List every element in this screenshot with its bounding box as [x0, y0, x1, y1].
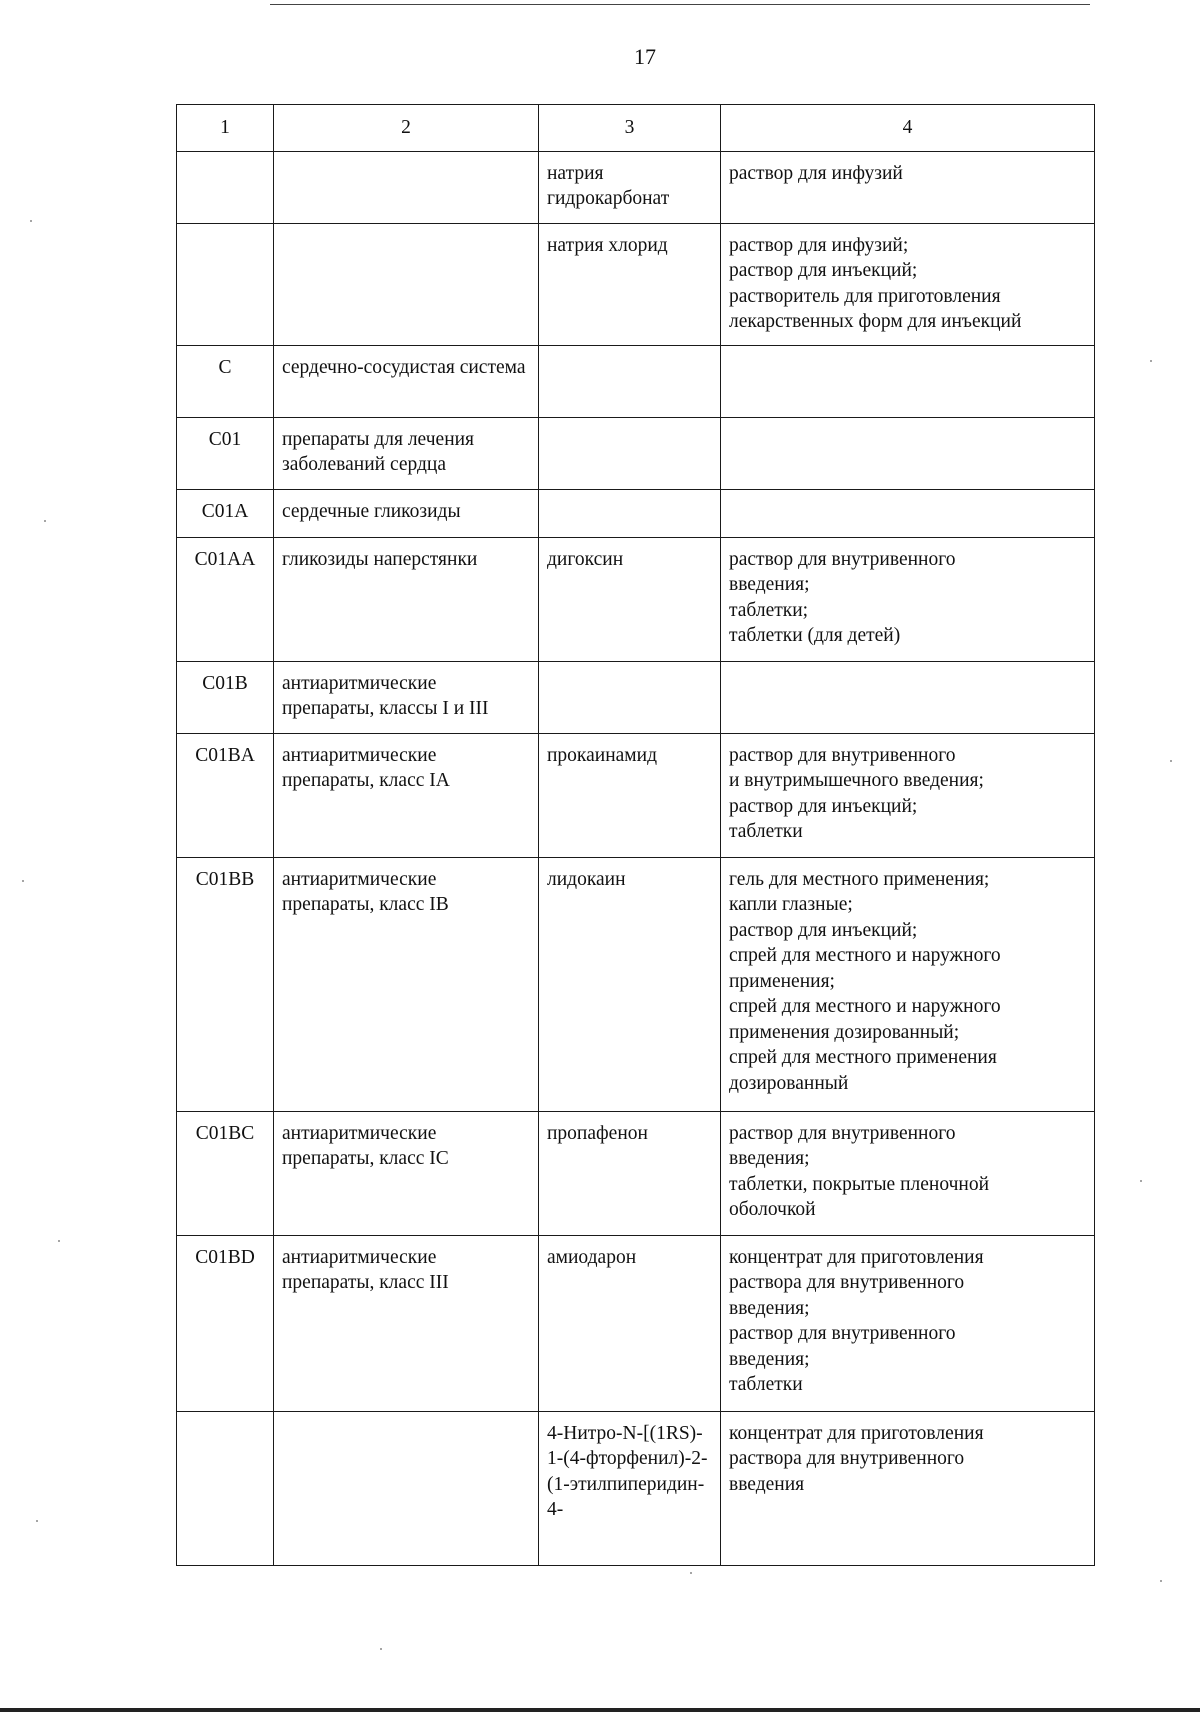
group-name: антиаритмические препараты, классы I и III: [274, 661, 539, 733]
group-name: [274, 151, 539, 223]
header-cell-2: 2: [274, 105, 539, 152]
table-row: [177, 857, 1095, 1111]
atc-code: C01BD: [177, 1235, 274, 1411]
atc-code: C01BA: [177, 733, 274, 857]
scan-speck: [22, 880, 24, 882]
page-number: 17: [634, 44, 656, 69]
header-cell-1: 1: [177, 105, 274, 152]
drug-name: пропафенон: [539, 1111, 721, 1235]
atc-code: [177, 151, 274, 223]
scan-speck: [30, 220, 32, 222]
bottom-scan-edge: [0, 1708, 1200, 1712]
drug-name: натрия гидрокарбонат: [539, 151, 721, 223]
scan-speck: [58, 1240, 60, 1242]
dosage-forms: [721, 345, 1095, 417]
atc-code: C01A: [177, 489, 274, 537]
group-name: [274, 223, 539, 345]
dosage-forms: [721, 1411, 1095, 1565]
dosage-form: дозированный: [729, 1072, 849, 1094]
dosage-form: спрей для местного и наружного: [729, 996, 1001, 1017]
dosage-form: раствор для внутривенного: [729, 1323, 956, 1344]
dosage-form: раствор для инъекций;: [729, 795, 918, 817]
dosage-form: раствор для внутривенного: [729, 744, 956, 766]
group-name: сердечные гликозиды: [274, 489, 539, 537]
dosage-form: введения;: [729, 1148, 810, 1169]
drug-name: натрия хлорид: [539, 223, 721, 345]
dosage-form: раствор для инфузий;: [729, 234, 909, 256]
drug-name: 4-Нитро-N-[(1RS)-1-(4-фторфенил)-2-(1-этилпиперидин-4-: [539, 1411, 721, 1565]
dosage-forms: [721, 733, 1095, 857]
drug-name: [539, 661, 721, 733]
drug-name: лидокаин: [539, 857, 721, 1111]
atc-code: [177, 1411, 274, 1565]
scan-speck: [36, 1520, 38, 1522]
table-row: [177, 1411, 1095, 1565]
atc-code: C01: [177, 417, 274, 489]
dosage-form: гель для местного применения;: [729, 868, 990, 890]
dosage-form: растворитель для приготовления: [729, 285, 1001, 307]
drug-name: амиодарон: [539, 1235, 721, 1411]
table-row: [177, 417, 1095, 489]
dosage-form: раствора для внутривенного: [729, 1448, 965, 1469]
dosage-form: раствор для внутривенного: [729, 1122, 956, 1144]
scan-speck: [1150, 360, 1152, 362]
group-name: [274, 1411, 539, 1565]
dosage-forms: [721, 151, 1095, 223]
scan-speck: [44, 520, 46, 522]
dosage-form: раствор для инфузий: [729, 162, 903, 184]
group-name: антиаритмические препараты, класс IC: [274, 1111, 539, 1235]
dosage-forms: [721, 1111, 1095, 1235]
scan-speck: [1140, 1180, 1142, 1182]
atc-code: C: [177, 345, 274, 417]
dosage-form: спрей для местного применения: [729, 1047, 997, 1068]
atc-code: C01BC: [177, 1111, 274, 1235]
medication-table: [176, 104, 1095, 1566]
group-name: антиаритмические препараты, класс IB: [274, 857, 539, 1111]
dosage-form: таблетки;: [729, 599, 809, 621]
scan-speck: [690, 1572, 692, 1574]
dosage-form: введения;: [729, 574, 810, 595]
table-row: [177, 733, 1095, 857]
dosage-form: лекарственных форм для инъекций: [729, 311, 1022, 332]
header-cell-4: 4: [721, 105, 1095, 152]
table-row: [177, 489, 1095, 537]
dosage-form: применения дозированный;: [729, 1021, 960, 1043]
group-name: гликозиды наперстянки: [274, 537, 539, 661]
dosage-forms: [721, 1235, 1095, 1411]
dosage-form: концентрат для приготовления: [729, 1246, 984, 1268]
dosage-form: раствор для инъекций;: [729, 260, 918, 281]
table-row: [177, 661, 1095, 733]
dosage-form: введения: [729, 1473, 805, 1495]
dosage-form: концентрат для приготовления: [729, 1422, 984, 1444]
dosage-form: применения;: [729, 970, 835, 992]
dosage-form: раствор для внутривенного: [729, 548, 956, 570]
table-row: [177, 1111, 1095, 1235]
drug-name: [539, 417, 721, 489]
atc-code: C01AA: [177, 537, 274, 661]
dosage-form: и внутримышечного введения;: [729, 770, 984, 791]
table-row: [177, 345, 1095, 417]
group-name: сердечно-сосудистая система: [274, 345, 539, 417]
dosage-form: введения;: [729, 1348, 810, 1370]
atc-code: C01BB: [177, 857, 274, 1111]
header-cell-3: 3: [539, 105, 721, 152]
dosage-form: таблетки: [729, 821, 803, 842]
dosage-form: таблетки: [729, 1374, 803, 1395]
atc-code: [177, 223, 274, 345]
drug-name: [539, 489, 721, 537]
table-row: [177, 1235, 1095, 1411]
dosage-forms: [721, 417, 1095, 489]
dosage-form: раствор для инъекций;: [729, 919, 918, 941]
group-name: препараты для лечения заболеваний сердца: [274, 417, 539, 489]
drug-name: дигоксин: [539, 537, 721, 661]
scan-speck: [1170, 760, 1172, 762]
table-row: [177, 151, 1095, 223]
drug-name: [539, 345, 721, 417]
dosage-form: раствора для внутривенного: [729, 1272, 965, 1293]
dosage-forms: [721, 537, 1095, 661]
table-row: [177, 223, 1095, 345]
group-name: антиаритмические препараты, класс IA: [274, 733, 539, 857]
table-header-row: [177, 105, 1095, 152]
dosage-form: капли глазные;: [729, 894, 853, 915]
dosage-form: таблетки (для детей): [729, 625, 901, 646]
dosage-forms: [721, 661, 1095, 733]
scan-speck: [1160, 1580, 1162, 1582]
scan-speck: [380, 1648, 382, 1650]
dosage-form: введения;: [729, 1297, 810, 1319]
dosage-forms: [721, 489, 1095, 537]
dosage-form: спрей для местного и наружного: [729, 945, 1001, 966]
dosage-form: таблетки, покрытые пленочной: [729, 1173, 990, 1195]
table-row: [177, 537, 1095, 661]
top-scan-edge: [270, 4, 1090, 5]
dosage-forms: [721, 857, 1095, 1111]
atc-code: C01B: [177, 661, 274, 733]
group-name: антиаритмические препараты, класс III: [274, 1235, 539, 1411]
drug-name: прокаинамид: [539, 733, 721, 857]
dosage-forms: [721, 223, 1095, 345]
dosage-form: оболочкой: [729, 1199, 816, 1220]
